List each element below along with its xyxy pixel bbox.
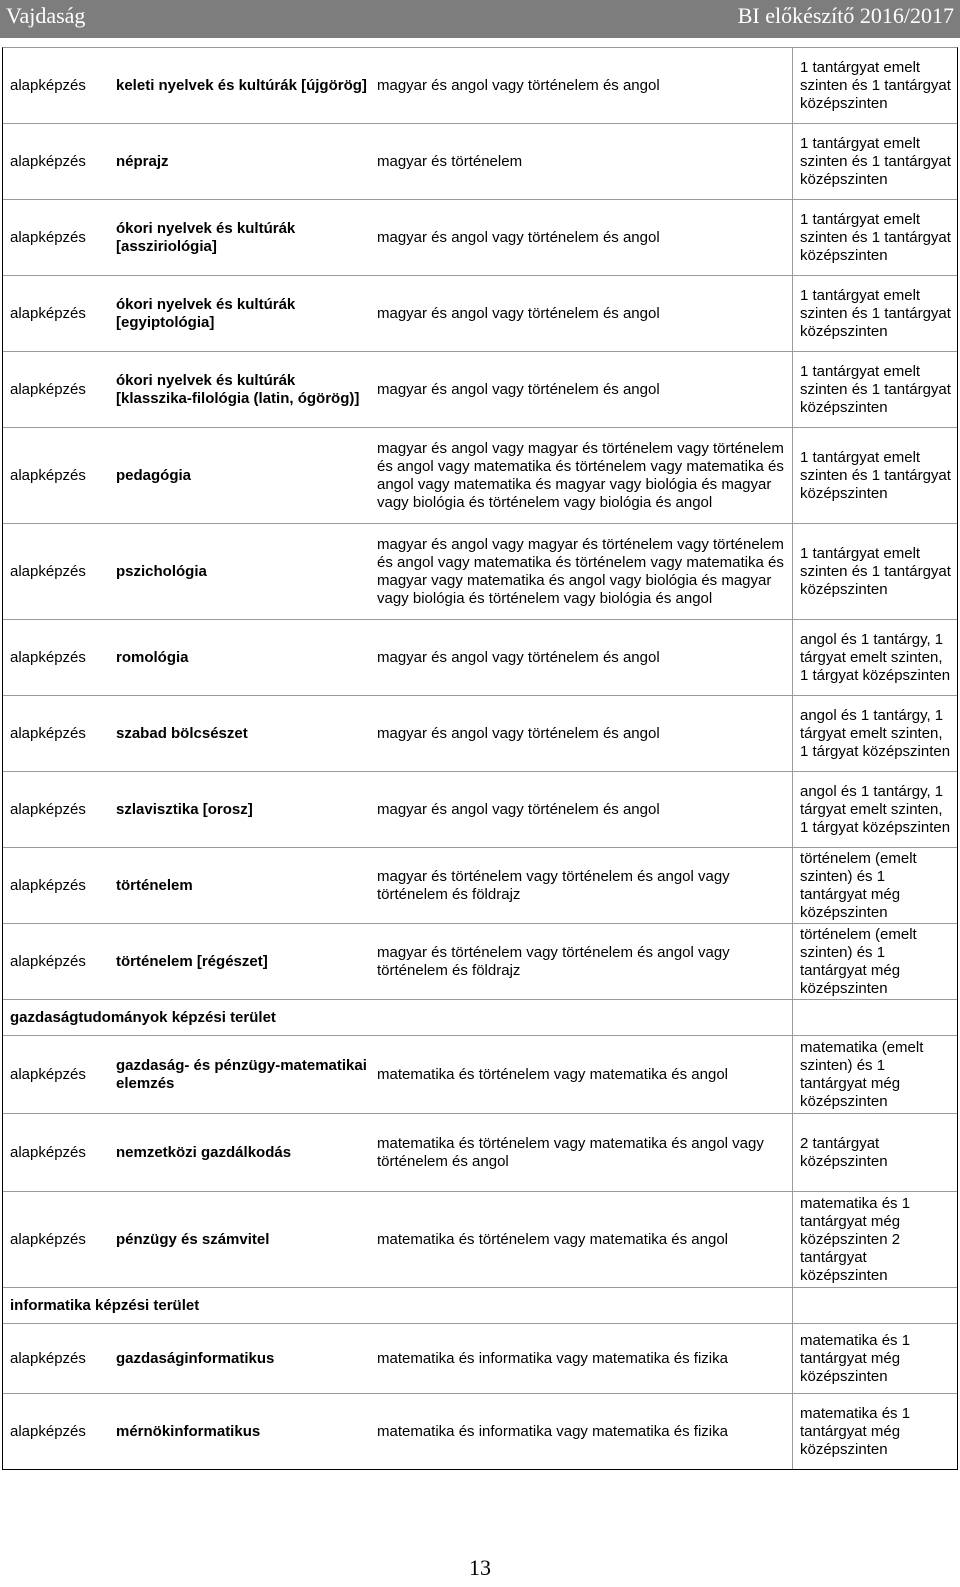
subjects-cell: magyar és angol vagy történelem és angol [377, 800, 660, 818]
requirement-cell: 1 tantárgyat emelt szinten és 1 tantárgyat középszinten [792, 276, 955, 351]
subjects-cell: magyar és történelem [377, 152, 523, 170]
program-cell: mérnökinformatikus [116, 1422, 261, 1440]
level-cell: alapképzés [10, 1143, 86, 1161]
table-row [3, 772, 957, 848]
requirement-cell: matematika és 1 tantárgyat még középszinten [792, 1324, 955, 1393]
section-header-row [3, 1000, 957, 1036]
level-cell: alapképzés [10, 562, 86, 580]
subjects-cell: matematika és történelem vagy matematika és angol vagy történelem és angol [377, 1134, 764, 1170]
requirement-cell: 1 tantárgyat emelt szinten és 1 tantárgyat középszinten [792, 352, 955, 427]
requirement-cell: 1 tantárgyat emelt szinten és 1 tantárgyat középszinten [792, 428, 955, 523]
program-cell: néprajz [116, 152, 169, 170]
table-row [3, 924, 957, 1000]
page-number: 13 [469, 1555, 491, 1580]
level-cell: alapképzés [10, 876, 86, 894]
requirement-cell: 1 tantárgyat emelt szinten és 1 tantárgyat középszinten [792, 124, 955, 199]
program-cell: nemzetközi gazdálkodás [116, 1143, 292, 1161]
program-cell: szlavisztika [orosz] [116, 800, 253, 818]
section-spacer [792, 1000, 955, 1035]
table-row [3, 1394, 957, 1470]
program-cell: ókori nyelvek és kultúrák [egyiptológia] [116, 295, 296, 331]
requirement-cell: 1 tantárgyat emelt szinten és 1 tantárgyat középszinten [792, 200, 955, 275]
requirement-cell: 2 tantárgyat középszinten [792, 1114, 955, 1191]
table-row [3, 696, 957, 772]
subjects-cell: magyar és történelem vagy történelem és angol vagy történelem és földrajz [377, 943, 730, 979]
requirement-cell: történelem (emelt szinten) és 1 tantárgyat még középszinten [792, 848, 955, 923]
level-cell: alapképzés [10, 1422, 86, 1440]
subjects-cell: magyar és történelem vagy történelem és angol vagy történelem és földrajz [377, 867, 730, 903]
header-region: Vajdaság [6, 3, 86, 28]
requirement-cell: angol és 1 tantárgy, 1 tárgyat emelt szinten, 1 tárgyat középszinten [792, 696, 955, 771]
table-row [3, 428, 957, 524]
requirement-cell: történelem (emelt szinten) és 1 tantárgyat még középszinten [792, 924, 955, 999]
level-cell: alapképzés [10, 952, 86, 970]
program-cell: történelem [116, 876, 193, 894]
level-cell: alapképzés [10, 648, 86, 666]
subjects-cell: matematika és informatika vagy matematika és fizika [377, 1422, 728, 1440]
requirement-cell: angol és 1 tantárgy, 1 tárgyat emelt szinten, 1 tárgyat középszinten [792, 620, 955, 695]
program-cell: pedagógia [116, 466, 192, 484]
level-cell: alapképzés [10, 1349, 86, 1367]
program-cell: történelem [régészet] [116, 952, 268, 970]
table-row [3, 1114, 957, 1192]
subjects-cell: magyar és angol vagy történelem és angol [377, 648, 660, 666]
table-row [3, 620, 957, 696]
level-cell: alapképzés [10, 724, 86, 742]
program-cell: romológia [116, 648, 189, 666]
level-cell: alapképzés [10, 76, 86, 94]
section-label: informatika képzési terület [10, 1297, 200, 1314]
admission-requirements-table [2, 47, 958, 1470]
program-cell: ókori nyelvek és kultúrák [klasszika-filológia (latin, ógörög)] [116, 371, 360, 407]
program-cell: gazdaságinformatikus [116, 1349, 275, 1367]
level-cell: alapképzés [10, 1065, 86, 1083]
program-cell: keleti nyelvek és kultúrák [újgörög] [116, 76, 367, 94]
table-row [3, 200, 957, 276]
table-row [3, 276, 957, 352]
level-cell: alapképzés [10, 380, 86, 398]
subjects-cell: magyar és angol vagy történelem és angol [377, 724, 660, 742]
requirement-cell: matematika (emelt szinten) és 1 tantárgyat még középszinten [792, 1036, 955, 1113]
table-row [3, 124, 957, 200]
requirement-cell: angol és 1 tantárgy, 1 tárgyat emelt szinten, 1 tárgyat középszinten [792, 772, 955, 847]
table-row [3, 848, 957, 924]
table-row [3, 1324, 957, 1394]
subjects-cell: matematika és történelem vagy matematika és angol [377, 1230, 728, 1248]
level-cell: alapképzés [10, 228, 86, 246]
level-cell: alapképzés [10, 304, 86, 322]
program-cell: gazdaság- és pénzügy-matematikai elemzés [116, 1056, 367, 1092]
header-document-title: BI előkészítő 2016/2017 [737, 3, 954, 28]
table-row [3, 524, 957, 620]
requirement-cell: matematika és 1 tantárgyat még középszinten 2 tantárgyat középszinten [792, 1192, 955, 1287]
level-cell: alapképzés [10, 800, 86, 818]
section-label: gazdaságtudományok képzési terület [10, 1009, 276, 1026]
subjects-cell: matematika és történelem vagy matematika és angol [377, 1065, 728, 1083]
requirement-cell: matematika és 1 tantárgyat még középszinten [792, 1394, 955, 1469]
program-cell: ókori nyelvek és kultúrák [assziriológia] [116, 219, 296, 255]
page-header [0, 0, 960, 38]
program-cell: pszichológia [116, 562, 207, 580]
table-row [3, 1192, 957, 1288]
section-header-row [3, 1288, 957, 1324]
program-cell: pénzügy és számvitel [116, 1230, 270, 1248]
subjects-cell: magyar és angol vagy történelem és angol [377, 380, 660, 398]
subjects-cell: magyar és angol vagy magyar és történelem vagy történelem és angol vagy matematika és történelem vagy matematika és magyar vagy matematika és angol vagy biológia és magyar vagy biológia és történelem vagy biológia és angol [377, 535, 784, 607]
table-row [3, 48, 957, 124]
requirement-cell: 1 tantárgyat emelt szinten és 1 tantárgyat középszinten [792, 48, 955, 123]
level-cell: alapképzés [10, 1230, 86, 1248]
subjects-cell: magyar és angol vagy történelem és angol [377, 76, 660, 94]
level-cell: alapképzés [10, 466, 86, 484]
section-spacer [792, 1288, 955, 1323]
program-cell: szabad bölcsészet [116, 724, 248, 742]
subjects-cell: matematika és informatika vagy matematika és fizika [377, 1349, 728, 1367]
subjects-cell: magyar és angol vagy történelem és angol [377, 228, 660, 246]
requirement-cell: 1 tantárgyat emelt szinten és 1 tantárgyat középszinten [792, 524, 955, 619]
table-row [3, 1036, 957, 1114]
subjects-cell: magyar és angol vagy magyar és történelem vagy történelem és angol vagy matematika és történelem vagy matematika és angol vagy matematika és magyar vagy biológia és magyar vagy biológia és történelem vagy biológia és angol [377, 439, 784, 511]
subjects-cell: magyar és angol vagy történelem és angol [377, 304, 660, 322]
level-cell: alapképzés [10, 152, 86, 170]
table-row [3, 352, 957, 428]
